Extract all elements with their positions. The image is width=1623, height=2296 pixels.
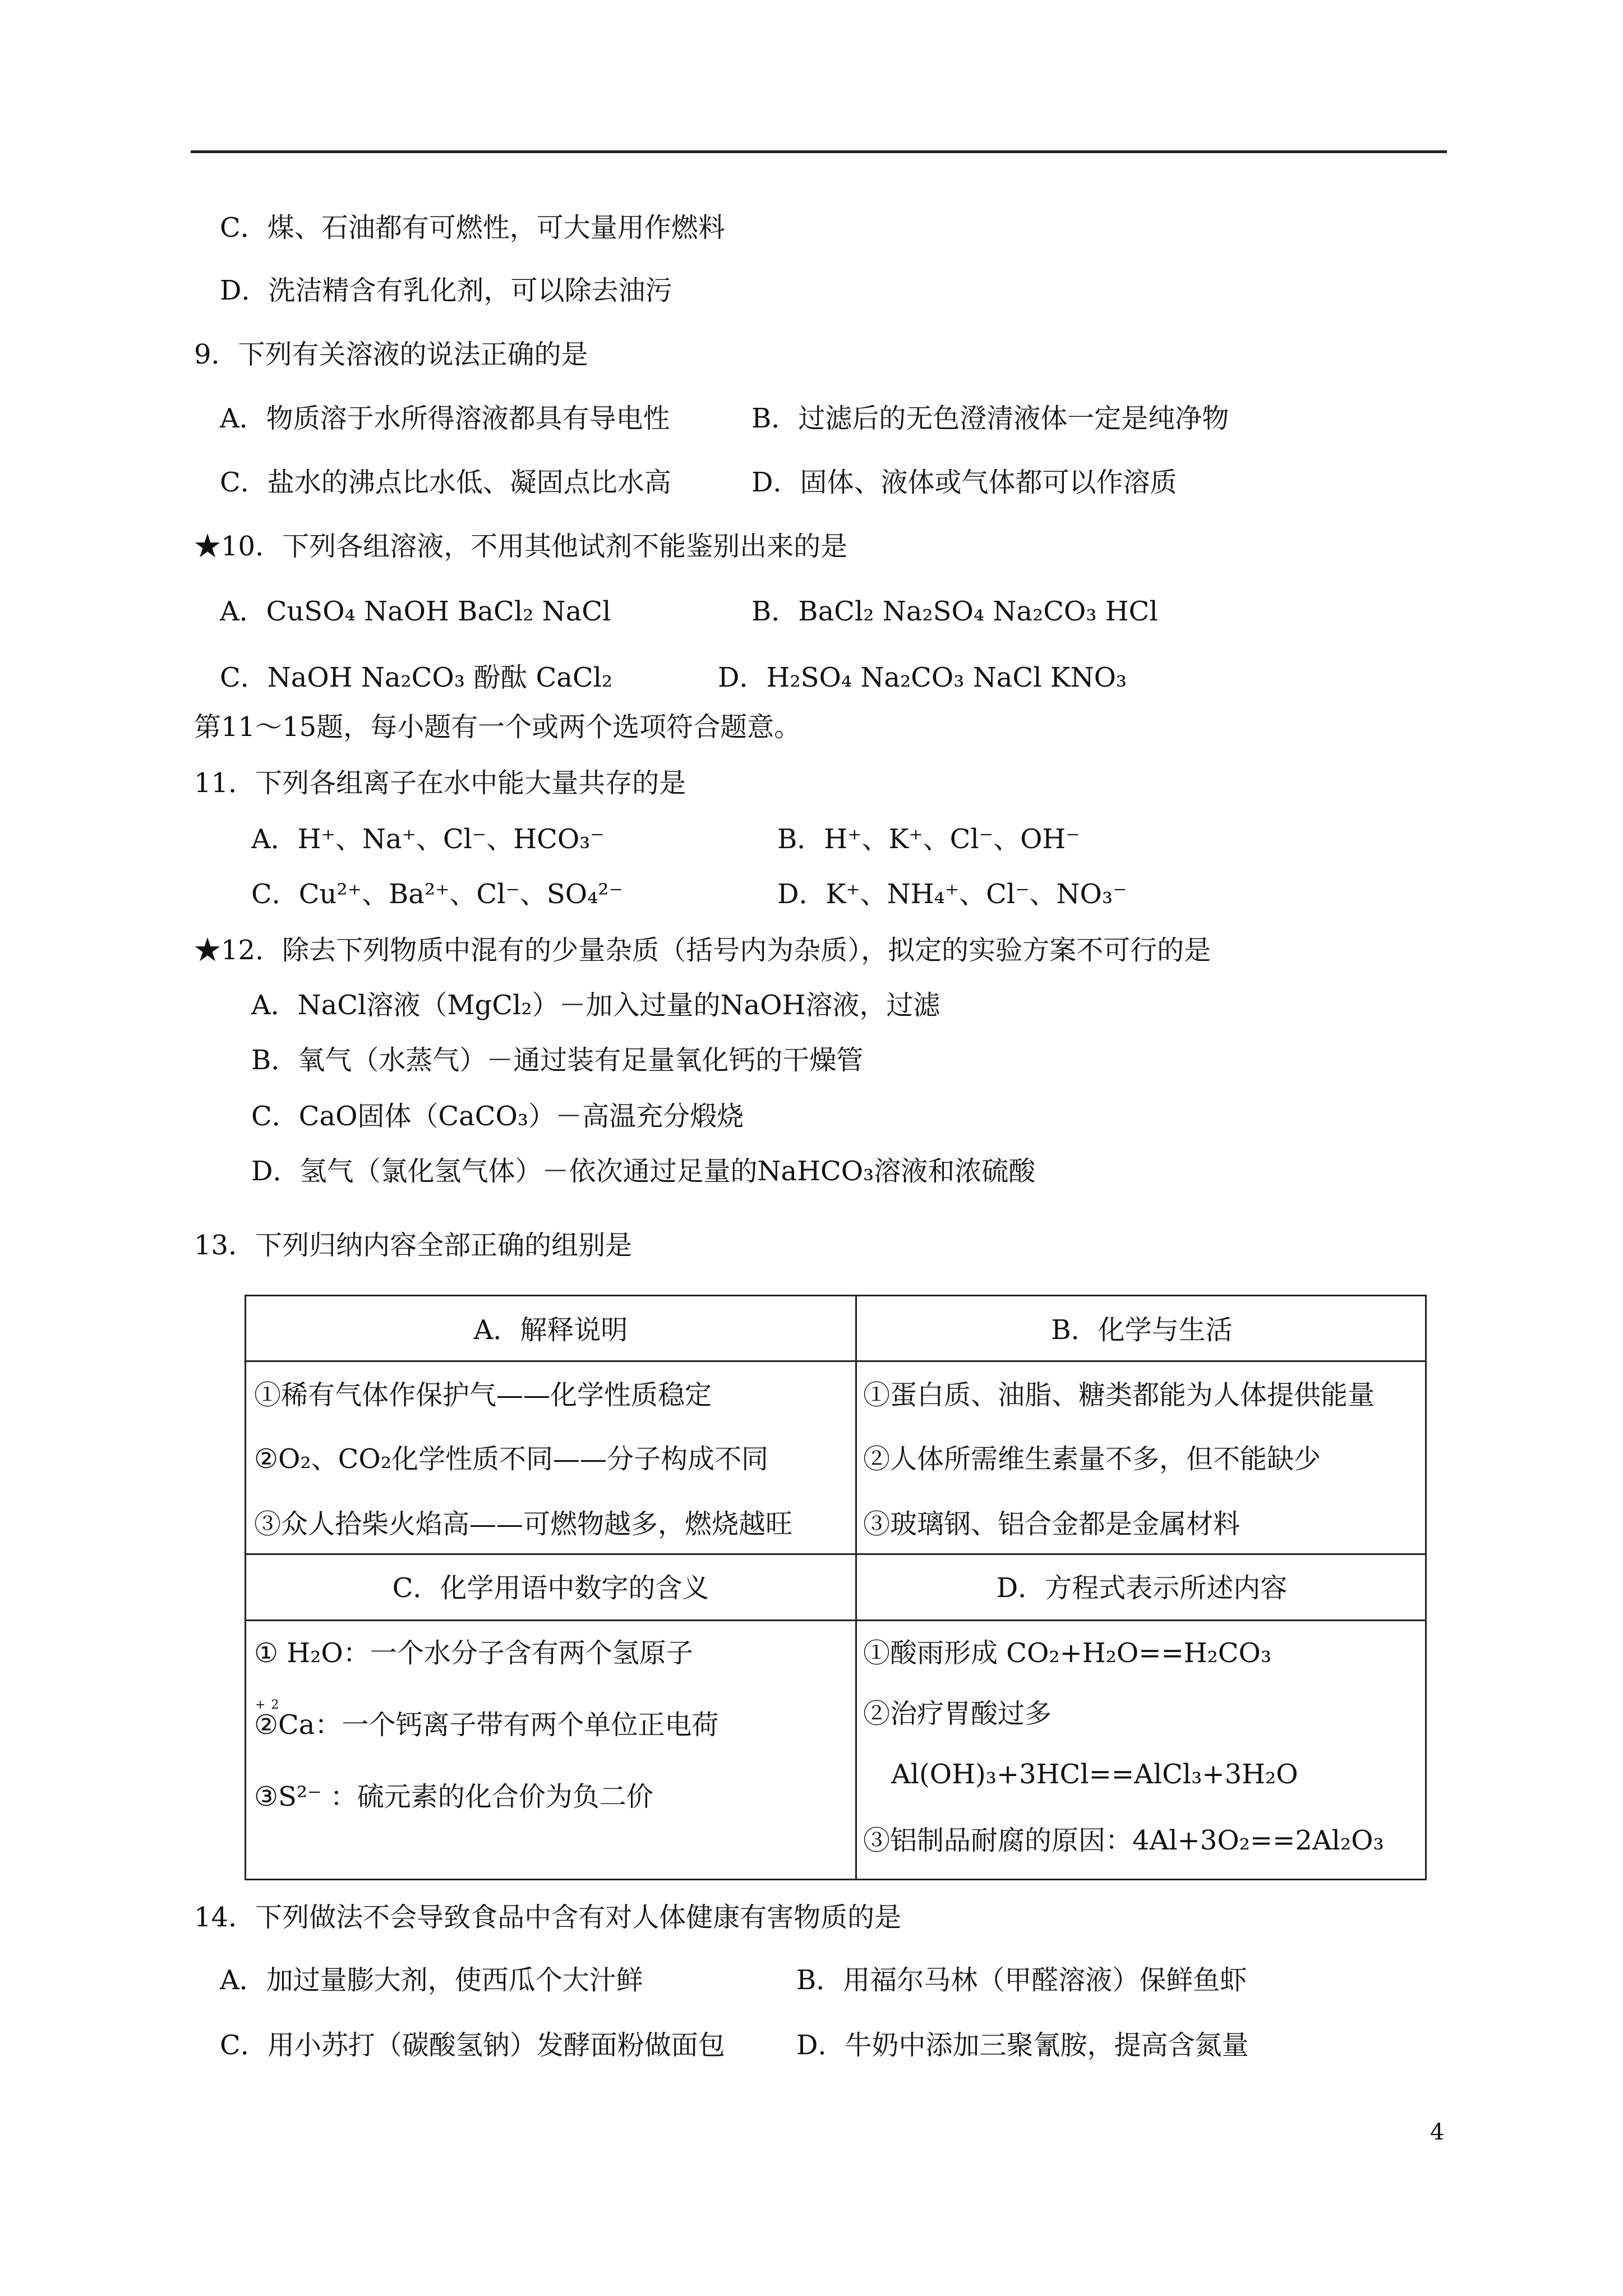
cell-b-header: B．化学与生活 — [1051, 1314, 1233, 1346]
q12-stem: ★12．除去下列物质中混有的少量杂质（括号内为杂质），拟定的实验方案不可行的是 — [194, 935, 1211, 966]
cell-c-header: C．化学用语中数字的含义 — [392, 1572, 709, 1604]
q10-option-b: B．BaCl₂ Na₂SO₄ Na₂CO₃ HCl — [751, 596, 1158, 627]
q11-option-b: B．H⁺、K⁺、Cl⁻、OH⁻ — [777, 823, 1080, 855]
q11-option-a: A．H⁺、Na⁺、Cl⁻、HCO₃⁻ — [251, 823, 605, 855]
q14-option-c: C．用小苏打（碳酸氢钠）发酵面粉做面包 — [220, 2030, 725, 2061]
q10-option-c: C．NaOH Na₂CO₃ 酚酞 CaCl₂ — [220, 662, 613, 693]
q13-table — [245, 1295, 1427, 1880]
q8-option-c: C．煤、石油都有可燃性，可大量用作燃料 — [220, 212, 725, 243]
cell-c-item — [254, 1698, 719, 1741]
q10-option-d: D．H₂SO₄ Na₂CO₃ NaCl KNO₃ — [718, 662, 1127, 693]
cell-d-item: ②治疗胃酸过多 — [863, 1698, 1052, 1729]
cell-d-item: Al(OH)₃+3HCl==AlCl₃+3H₂O — [891, 1759, 1298, 1790]
table-divider — [246, 1553, 1425, 1555]
cell-b-item: ③玻璃钢、铝合金都是金属材料 — [863, 1508, 1241, 1540]
q14-stem: 14．下列做法不会导致食品中含有对人体健康有害物质的是 — [194, 1902, 902, 1933]
table-divider — [246, 1619, 1425, 1621]
cell-d-item: ①酸雨形成 CO₂+H₂O==H₂CO₃ — [863, 1637, 1272, 1669]
q14-option-d: D．牛奶中添加三聚氰胺，提高含氮量 — [796, 2030, 1249, 2061]
cell-c-item-text: ②Ca：一个钙离子带有两个单位正电荷 — [254, 1709, 719, 1741]
cell-a-item: ①稀有气体作保护气——化学性质稳定 — [254, 1379, 712, 1411]
q11-option-d: D．K⁺、NH₄⁺、Cl⁻、NO₃⁻ — [777, 878, 1127, 910]
q9-stem: 9．下列有关溶液的说法正确的是 — [194, 339, 588, 370]
header-rule — [191, 150, 1447, 153]
cell-c-item: ③S²⁻ ：硫元素的化合价为负二价 — [254, 1781, 653, 1812]
cell-c-item: ① H₂O：一个水分子含有两个氢原子 — [254, 1637, 693, 1669]
q11-stem: 11．下列各组离子在水中能大量共存的是 — [194, 767, 686, 799]
q12-option-b: B．氧气（水蒸气）－通过装有足量氧化钙的干燥管 — [251, 1045, 864, 1076]
q9-option-d: D．固体、液体或气体都可以作溶质 — [751, 467, 1177, 498]
q14-option-b: B．用福尔马林（甲醛溶液）保鲜鱼虾 — [796, 1964, 1247, 1996]
cell-a-item: ②O₂、CO₂化学性质不同——分子构成不同 — [254, 1443, 768, 1475]
q10-option-a: A．CuSO₄ NaOH BaCl₂ NaCl — [220, 596, 611, 627]
cell-b-item: ②人体所需维生素量不多，但不能缺少 — [863, 1443, 1321, 1475]
section-note: 第11～15题，每小题有一个或两个选项符合题意。 — [194, 711, 801, 743]
q9-option-a: A．物质溶于水所得溶液都具有导电性 — [220, 403, 670, 434]
q8-option-d: D．洗洁精含有乳化剂，可以除去油污 — [220, 275, 672, 306]
q14-option-a: A．加过量膨大剂，使西瓜个大汁鲜 — [220, 1964, 643, 1996]
cell-a-item: ③众人拾柴火焰高——可燃物越多，燃烧越旺 — [254, 1508, 793, 1540]
table-divider — [246, 1360, 1425, 1362]
q10-stem: ★10．下列各组溶液，不用其他试剂不能鉴别出来的是 — [194, 531, 848, 562]
calcium-valence-symbol — [254, 1698, 719, 1741]
q9-option-b: B．过滤后的无色澄清液体一定是纯净物 — [751, 403, 1229, 434]
cell-b-item: ①蛋白质、油脂、糖类都能为人体提供能量 — [863, 1379, 1375, 1411]
q13-stem: 13．下列归纳内容全部正确的组别是 — [194, 1230, 633, 1261]
cell-a-header: A．解释说明 — [473, 1314, 628, 1346]
q12-option-c: C．CaO固体（CaCO₃）－高温充分煅烧 — [251, 1101, 744, 1132]
page-number: 4 — [1430, 2119, 1445, 2145]
valence-mark: +2 — [255, 1698, 285, 1712]
q9-option-c: C．盐水的沸点比水低、凝固点比水高 — [220, 467, 671, 498]
cell-d-header: D．方程式表示所述内容 — [996, 1572, 1288, 1604]
q12-option-d: D．氢气（氯化氢气体）－依次通过足量的NaHCO₃溶液和浓硫酸 — [251, 1156, 1036, 1187]
q12-option-a: A．NaCl溶液（MgCl₂）－加入过量的NaOH溶液，过滤 — [251, 990, 940, 1021]
q11-option-c: C．Cu²⁺、Ba²⁺、Cl⁻、SO₄²⁻ — [251, 878, 623, 910]
cell-d-item: ③铝制品耐腐的原因：4Al+3O₂==2Al₂O₃ — [863, 1825, 1384, 1856]
